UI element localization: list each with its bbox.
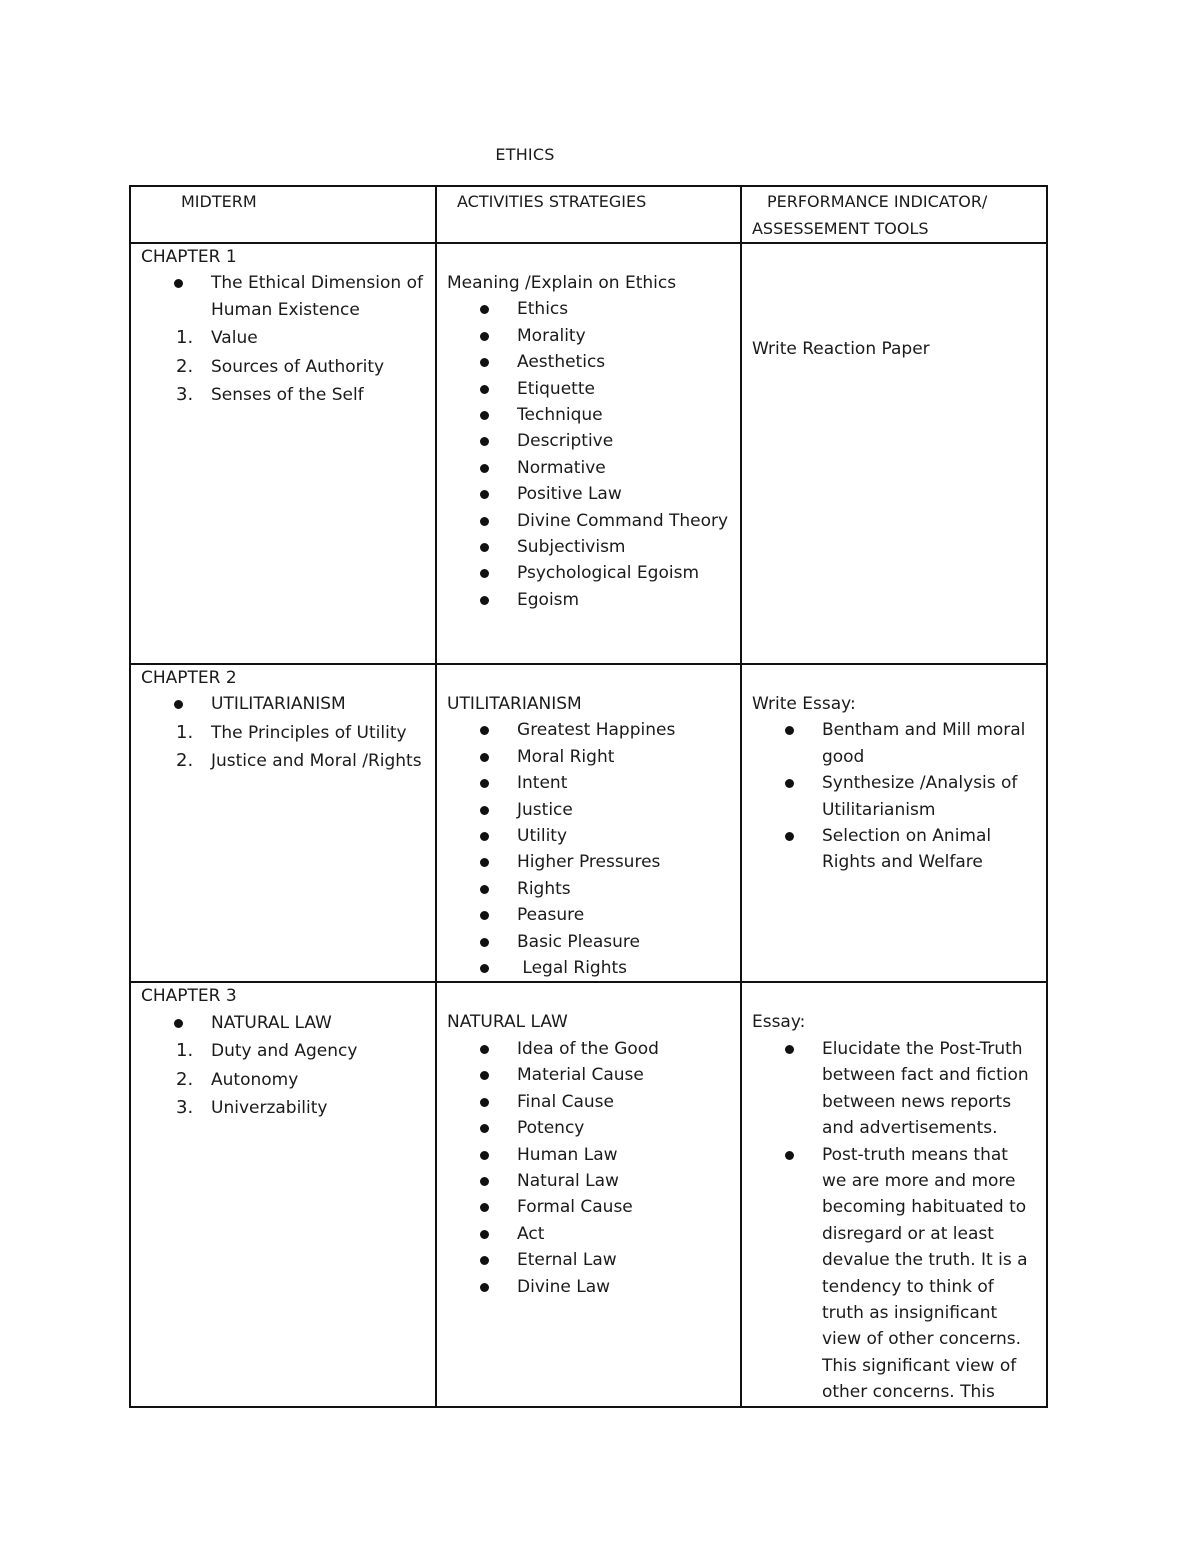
list-item: Bentham and Mill moral good bbox=[752, 717, 1036, 770]
list-item: Utility bbox=[447, 823, 730, 849]
assessment-cell bbox=[741, 664, 1047, 982]
assessment-list bbox=[752, 1036, 1036, 1406]
header-assessment-line2: ASSESSEMENT TOOLS bbox=[751, 219, 929, 238]
list-item: 2. Justice and Moral /Rights bbox=[176, 750, 422, 772]
list-item: Divine Command Theory bbox=[447, 508, 730, 534]
list-item: Justice bbox=[447, 797, 730, 823]
assessment-list bbox=[752, 717, 1036, 875]
list-item: Greatest Happines bbox=[447, 717, 730, 743]
list-item: Technique bbox=[447, 402, 730, 428]
list-item: Post-truth means that we are more and more becoming habituated to disregard or at least devalue the truth. It is a tendency to think of truth as insignificant view of other concerns. This significant view of other concerns. This bbox=[752, 1142, 1036, 1406]
list-item: Higher Pressures bbox=[447, 849, 730, 875]
list-item: Basic Pleasure bbox=[447, 929, 730, 955]
list-item: NATURAL LAW bbox=[141, 1010, 425, 1036]
chapter-topics bbox=[141, 720, 425, 775]
document-title: ETHICS bbox=[495, 145, 555, 164]
list-item: Intent bbox=[447, 770, 730, 796]
list-item: Ethics bbox=[447, 296, 730, 322]
chapter-label: CHAPTER 3 bbox=[141, 986, 237, 1007]
midterm-cell bbox=[130, 664, 436, 982]
activities-cell bbox=[436, 982, 741, 1406]
list-item: Synthesize /Analysis of Utilitarianism bbox=[752, 770, 1036, 823]
chapter-bullets bbox=[141, 270, 425, 323]
list-item: Formal Cause bbox=[447, 1194, 730, 1220]
list-item: 2. Autonomy bbox=[176, 1068, 299, 1090]
assessment-cell bbox=[741, 243, 1047, 664]
list-item: Peasure bbox=[447, 902, 730, 928]
activity-heading: NATURAL LAW bbox=[447, 1012, 568, 1033]
assessment-heading: Write Essay: bbox=[751, 694, 856, 714]
list-item: 1. Duty and Agency bbox=[176, 1040, 358, 1062]
list-item: Egoism bbox=[447, 587, 730, 613]
list-item: Moral Right bbox=[447, 744, 730, 770]
chapter-topics bbox=[141, 1038, 425, 1121]
activities-cell bbox=[436, 243, 741, 664]
assessment-heading: Write Reaction Paper bbox=[751, 339, 930, 359]
syllabus-table bbox=[129, 185, 1048, 1408]
header-activities: ACTIVITIES STRATEGIES bbox=[457, 192, 647, 211]
activity-list bbox=[447, 1036, 730, 1300]
activity-heading: UTILITARIANISM bbox=[447, 694, 582, 714]
assessment-cell bbox=[741, 982, 1047, 1406]
activity-list bbox=[447, 296, 730, 613]
list-item: Descriptive bbox=[447, 428, 730, 454]
list-item: Material Cause bbox=[447, 1062, 730, 1088]
list-item: Etiquette bbox=[447, 376, 730, 402]
chapter-bullets bbox=[141, 691, 425, 717]
list-item: The Ethical Dimension of Human Existence bbox=[141, 270, 425, 323]
list-item: 1. The Principles of Utility bbox=[176, 721, 407, 743]
chapter-label: CHAPTER 2 bbox=[141, 668, 237, 688]
midterm-cell bbox=[130, 982, 436, 1406]
header-assessment-line1: PERFORMANCE INDICATOR/ bbox=[766, 192, 988, 211]
chapter-row bbox=[130, 664, 1047, 982]
list-item: Final Cause bbox=[447, 1089, 730, 1115]
chapter-label: CHAPTER 1 bbox=[141, 247, 237, 267]
header-row bbox=[130, 186, 1047, 243]
list-item: Eternal Law bbox=[447, 1247, 730, 1273]
list-item: Subjectivism bbox=[447, 534, 730, 560]
list-item: Natural Law bbox=[447, 1168, 730, 1194]
list-item: Elucidate the Post-Truth between fact and fiction between news reports and advertisements. bbox=[752, 1036, 1036, 1142]
chapter-row bbox=[130, 982, 1047, 1406]
header-cell-midterm bbox=[130, 186, 436, 243]
activity-heading: Meaning /Explain on Ethics bbox=[447, 273, 677, 293]
list-item: Legal Rights bbox=[447, 955, 730, 981]
list-item: Human Law bbox=[447, 1142, 730, 1168]
list-item: Potency bbox=[447, 1115, 730, 1141]
list-item: 2. Sources of Authority bbox=[176, 355, 385, 377]
list-item: 3. Senses of the Self bbox=[176, 384, 364, 406]
midterm-cell bbox=[130, 243, 436, 664]
list-item: Normative bbox=[447, 455, 730, 481]
header-cell-assessment bbox=[741, 186, 1047, 243]
header-midterm: MIDTERM bbox=[181, 192, 257, 211]
list-item: Selection on Animal Rights and Welfare bbox=[752, 823, 1036, 876]
list-item: UTILITARIANISM bbox=[141, 691, 425, 717]
list-item: Positive Law bbox=[447, 481, 730, 507]
list-item: Rights bbox=[447, 876, 730, 902]
list-item: 3. Univerzability bbox=[176, 1097, 328, 1119]
chapter-bullets bbox=[141, 1010, 425, 1036]
list-item: Aesthetics bbox=[447, 349, 730, 375]
list-item: Morality bbox=[447, 323, 730, 349]
chapter-topics bbox=[141, 325, 425, 408]
list-item: Act bbox=[447, 1221, 730, 1247]
list-item: Idea of the Good bbox=[447, 1036, 730, 1062]
chapter-row bbox=[130, 243, 1047, 664]
assessment-heading: Essay: bbox=[751, 1012, 806, 1033]
list-item: Divine Law bbox=[447, 1274, 730, 1300]
header-cell-activities bbox=[436, 186, 741, 243]
list-item: Psychological Egoism bbox=[447, 560, 730, 586]
list-item: 1. Value bbox=[176, 327, 258, 349]
activity-list bbox=[447, 717, 730, 981]
activities-cell bbox=[436, 664, 741, 982]
